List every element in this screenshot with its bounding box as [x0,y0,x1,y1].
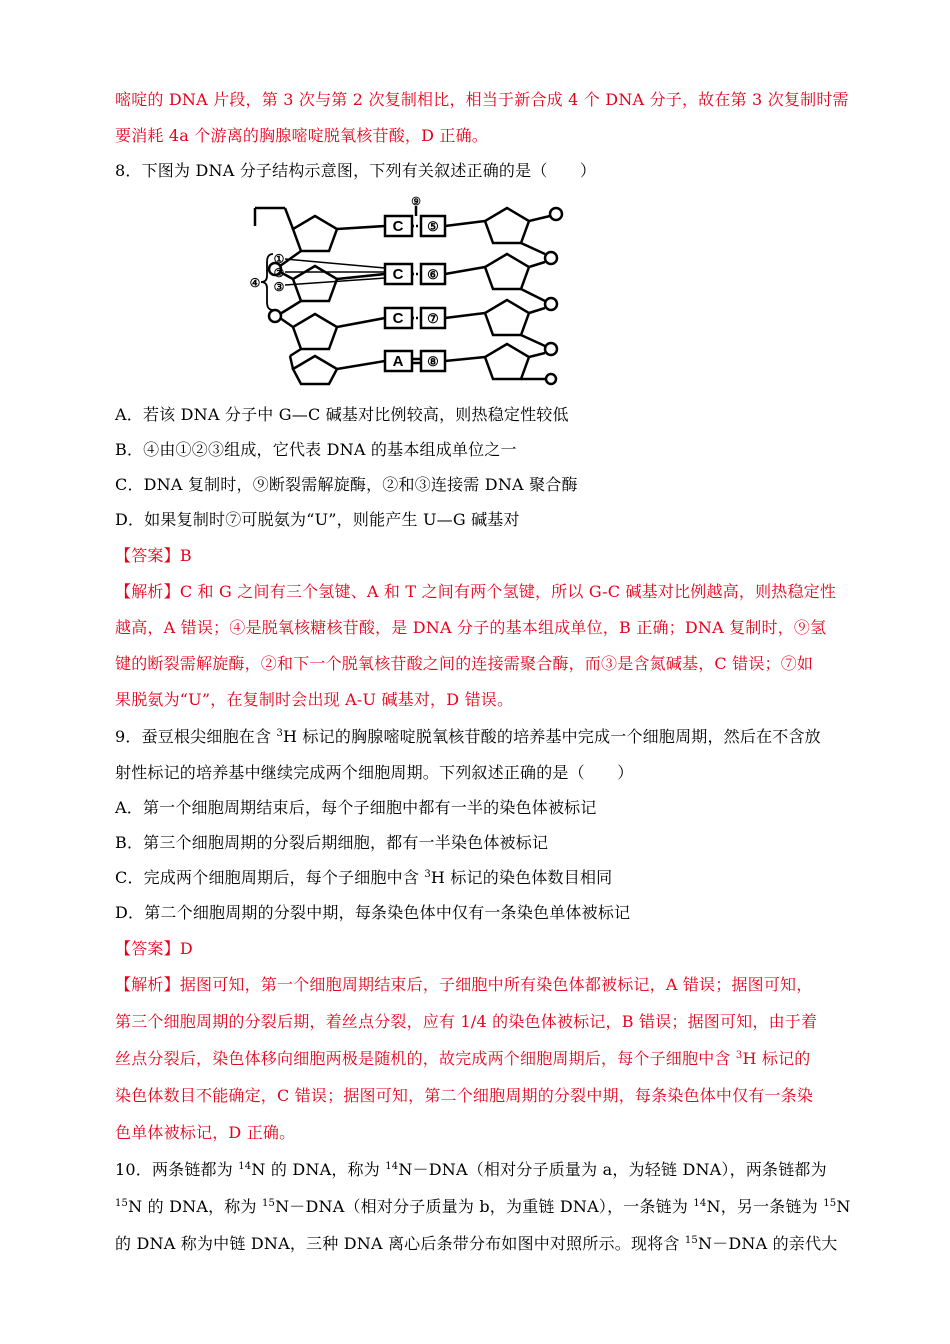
q10-text: N－DNA（相对分子质量为 b，为重链 DNA），一条链为 [275,1197,694,1216]
q8-analysis-line-2: 越高，A 错误；④是脱氧核糖核苷酸，是 DNA 分子的基本组成单位，B 正确；DNA 复制时，⑨氢 [115,618,827,637]
q10-text: N，另一条链为 [706,1197,824,1216]
q10-text: N 的 DNA，称为 [251,1160,386,1179]
superscript: 3 [424,869,431,880]
q9-option-a: A．第一个细胞周期结束后，每个子细胞中都有一半的染色体被标记 [115,798,597,817]
base-left-2: C [392,266,404,283]
q10-stem-line-1 [115,1160,837,1180]
q8-analysis-line-3: 键的断裂需解旋酶，②和下一个脱氧核苷酸之间的连接需聚合酶，而③是含氮碱基，C 错误；⑦如 [115,654,814,673]
base-right-5: ⑤ [427,219,439,234]
base-right-8: ⑧ [427,354,439,369]
right-strand [445,208,562,384]
q8-option-d: D．如果复制时⑦可脱氨为“U”，则能产生 U—G 碱基对 [115,510,520,529]
base-left-3: C [392,310,404,327]
q9-stem-line-2: 射性标记的培养基中继续完成两个细胞周期。下列叙述正确的是（ ） [115,763,634,782]
q9-analysis-line-1 [115,975,837,995]
dna-structure-diagram [245,196,580,386]
q10-text: N－DNA 的亲代大 [698,1234,838,1253]
label-3: ③ [273,280,285,294]
q8-answer [115,546,837,566]
q10-stem-line-2 [115,1197,851,1217]
q10-text: 的 DNA 称为中链 DNA，三种 DNA 离心后条带分布如图中对照所示。现将含 [115,1234,685,1253]
superscript: 15 [823,1198,837,1209]
label-4: ④ [249,276,261,290]
q8-stem: 8．下图为 DNA 分子结构示意图，下列有关叙述正确的是（ ） [115,161,597,180]
base-right-7: ⑦ [427,311,439,326]
answer-value: B [179,546,192,565]
option-text: C．完成两个细胞周期后，每个子细胞中含 [115,868,425,887]
answer-label: 【答案】 [115,939,180,958]
superscript: 3 [276,728,284,739]
base-left-1: C [392,218,404,235]
q9-option-b: B．第三个细胞周期的分裂后期细胞，都有一半染色体被标记 [115,833,549,852]
analysis-text: 丝点分裂后，染色体移向细胞两极是随机的，故完成两个细胞周期后，每个子细胞中含 [115,1049,736,1068]
label-2: ② [273,266,285,280]
q9-answer [115,939,837,959]
base-left-4: A [392,353,404,370]
base-right-6: ⑥ [427,267,439,282]
superscript: 14 [693,1198,707,1209]
analysis-text: C 和 G 之间有三个氢键、A 和 T 之间有两个氢键，所以 G-C 碱基对比例越高，则热稳定性 [179,582,837,601]
analysis-label: 【解析】 [115,975,180,994]
analysis-text: H 标记的 [742,1049,811,1068]
q8-option-a: A．若该 DNA 分子中 G—C 碱基对比例较高，则热稳定性较低 [115,405,569,424]
q9-stem-line-1 [115,727,837,747]
q9-analysis-line-3 [115,1049,837,1069]
q9-analysis-line-2: 第三个细胞周期的分裂后期，着丝点分裂，应有 1/4 的染色体被标记，B 错误；据图可知，由于着 [115,1012,818,1031]
analysis-text: 据图可知，第一个细胞周期结束后，子细胞中所有染色体都被标记，A 错误；据图可知， [179,975,813,994]
superscript: 15 [261,1198,276,1209]
q9-option-d: D．第二个细胞周期的分裂中期，每条染色体中仅有一条染色单体被标记 [115,903,631,922]
q9-stem-text: 9．蚕豆根尖细胞在含 [115,727,277,746]
option-text: H 标记的染色体数目相同 [430,868,613,887]
q10-text: 10．两条链都为 [115,1160,239,1179]
q8-analysis-line-4: 果脱氨为“U”，在复制时会出现 A-U 碱基对，D 错误。 [115,690,514,709]
superscript: 15 [684,1235,698,1246]
superscript: 15 [115,1198,129,1209]
q9-analysis-line-5: 色单体被标记，D 正确。 [115,1123,296,1142]
superscript: 3 [735,1050,743,1061]
q8-option-b: B．④由①②③组成，它代表 DNA 的基本组成单位之一 [115,440,517,459]
q9-stem-text: H 标记的胸腺嘧啶脱氧核苷酸的培养基中完成一个细胞周期，然后在不含放 [283,727,821,746]
q10-text: N 的 DNA，称为 [128,1197,262,1216]
label-9: ⑨ [411,196,421,208]
q9-analysis-line-4: 染色体数目不能确定，C 错误；据图可知，第二个细胞周期的分裂中期，每条染色体中仅有一条染 [115,1086,814,1105]
label-1: ① [273,252,285,266]
prev-analysis-line-1: 嘧啶的 DNA 片段，第 3 次与第 2 次复制相比，相当于新合成 4 个 DNA 分子，故在第 3 次复制时需 [115,90,849,109]
q9-option-c [115,868,837,888]
prev-analysis-line-2: 要消耗 4a 个游离的胸腺嘧啶脱氧核苷酸，D 正确。 [115,126,489,145]
answer-label: 【答案】 [115,546,180,565]
analysis-label: 【解析】 [115,582,180,601]
q8-analysis-line-1 [115,582,837,602]
left-strand [255,208,385,384]
superscript: 14 [238,1161,252,1172]
q10-text: N－DNA（相对分子质量为 a，为轻链 DNA），两条链都为 [398,1160,827,1179]
superscript: 14 [385,1161,399,1172]
q10-text: N [836,1197,851,1216]
q10-stem-line-3 [115,1234,837,1254]
q8-option-c: C．DNA 复制时，⑨断裂需解旋酶，②和③连接需 DNA 聚合酶 [115,475,578,494]
answer-value: D [179,939,193,958]
